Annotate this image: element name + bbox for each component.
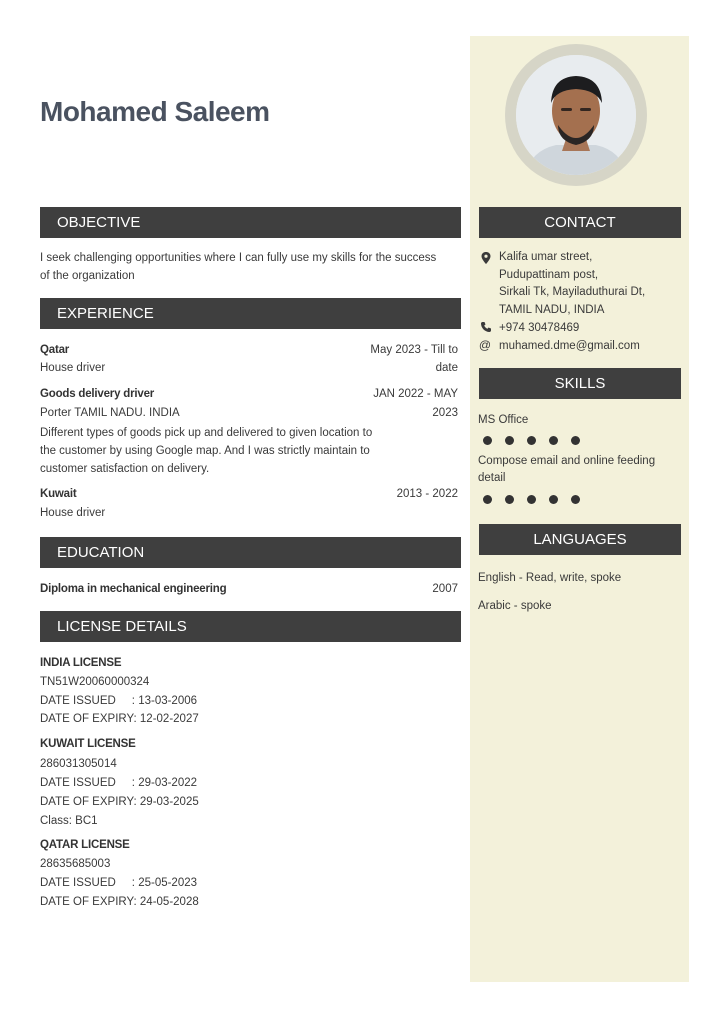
experience-title: Goods delivery driver: [40, 388, 155, 400]
skill-rating: [483, 436, 580, 445]
license-expiry: DATE OF EXPIRY: 29-03-2025: [40, 796, 199, 808]
skill-rating: [483, 495, 580, 504]
rating-dot: [505, 436, 514, 445]
experience-date: JAN 2022 - MAY: [373, 388, 458, 400]
languages-heading: LANGUAGES: [479, 524, 681, 555]
contact-phone: +974 30478469: [499, 322, 580, 334]
license-number: 286031305014: [40, 758, 117, 770]
license-number: 28635685003: [40, 858, 111, 870]
license-class: Class: BC1: [40, 815, 98, 827]
objective-heading: OBJECTIVE: [40, 207, 461, 238]
license-title: KUWAIT LICENSE: [40, 738, 136, 750]
license-title: INDIA LICENSE: [40, 657, 122, 669]
language-item: Arabic - spoke: [478, 600, 552, 612]
license-issued: DATE ISSUED : 25-05-2023: [40, 877, 198, 889]
education-heading: EDUCATION: [40, 537, 461, 568]
rating-dot: [571, 495, 580, 504]
experience-description: the customer by using Google map. And I was strictly maintain to: [40, 445, 370, 457]
license-issued: DATE ISSUED : 29-03-2022: [40, 777, 198, 789]
contact-address-line: Kalifa umar street,: [499, 251, 593, 263]
contact-heading: CONTACT: [479, 207, 681, 238]
language-item: English - Read, write, spoke: [478, 572, 622, 584]
contact-address-line: TAMIL NADU, INDIA: [499, 303, 605, 316]
profile-photo-frame: [505, 44, 647, 186]
experience-subtitle: Porter TAMIL NADU. INDIA: [40, 407, 180, 419]
map-pin-icon: [479, 251, 493, 265]
phone-icon: [479, 321, 493, 335]
experience-date: 2013 - 2022: [396, 488, 458, 500]
experience-description: Different types of goods pick up and delivered to given location to: [40, 427, 373, 439]
rating-dot: [549, 436, 558, 445]
profile-photo: [516, 55, 636, 175]
contact-address-line: Sirkali Tk, Mayiladuthurai Dt,: [499, 286, 646, 298]
rating-dot: [527, 436, 536, 445]
skill-name-cont: detail: [478, 472, 506, 484]
skill-name: Compose email and online feeding: [478, 455, 656, 467]
rating-dot: [549, 495, 558, 504]
license-expiry: DATE OF EXPIRY: 12-02-2027: [40, 713, 199, 725]
experience-subtitle: House driver: [40, 362, 106, 374]
experience-heading: EXPERIENCE: [40, 298, 461, 329]
contact-address-line: Pudupattinam post,: [499, 268, 599, 281]
experience-date-cont: date: [435, 362, 458, 374]
experience-date-cont: 2023: [432, 407, 458, 419]
rating-dot: [505, 495, 514, 504]
education-year: 2007: [432, 583, 458, 595]
objective-text-line-1: I seek challenging opportunities where I can fully use my skills for the success: [40, 252, 437, 264]
contact-email: muhamed.dme@gmail.com: [499, 340, 640, 352]
candidate-name: Mohamed Saleem: [40, 96, 270, 127]
experience-description: customer satisfaction on delivery.: [40, 463, 210, 475]
license-title: QATAR LICENSE: [40, 839, 130, 851]
license-expiry: DATE OF EXPIRY: 24-05-2028: [40, 896, 199, 908]
experience-title: Qatar: [40, 344, 70, 356]
experience-subtitle: House driver: [40, 507, 106, 519]
rating-dot: [483, 436, 492, 445]
license-issued: DATE ISSUED : 13-03-2006: [40, 695, 198, 707]
license-number: TN51W20060000324: [40, 676, 150, 688]
experience-date: May 2023 - Till to: [370, 344, 458, 356]
license-heading: LICENSE DETAILS: [40, 611, 461, 642]
rating-dot: [483, 495, 492, 504]
skills-heading: SKILLS: [479, 368, 681, 399]
experience-title: Kuwait: [40, 488, 77, 500]
rating-dot: [571, 436, 580, 445]
rating-dot: [527, 495, 536, 504]
skill-name: MS Office: [478, 414, 529, 426]
person-silhouette-icon: [516, 55, 636, 175]
objective-text-line-2: of the organization: [40, 270, 135, 282]
at-icon: @: [478, 338, 492, 352]
education-degree: Diploma in mechanical engineering: [40, 583, 227, 595]
